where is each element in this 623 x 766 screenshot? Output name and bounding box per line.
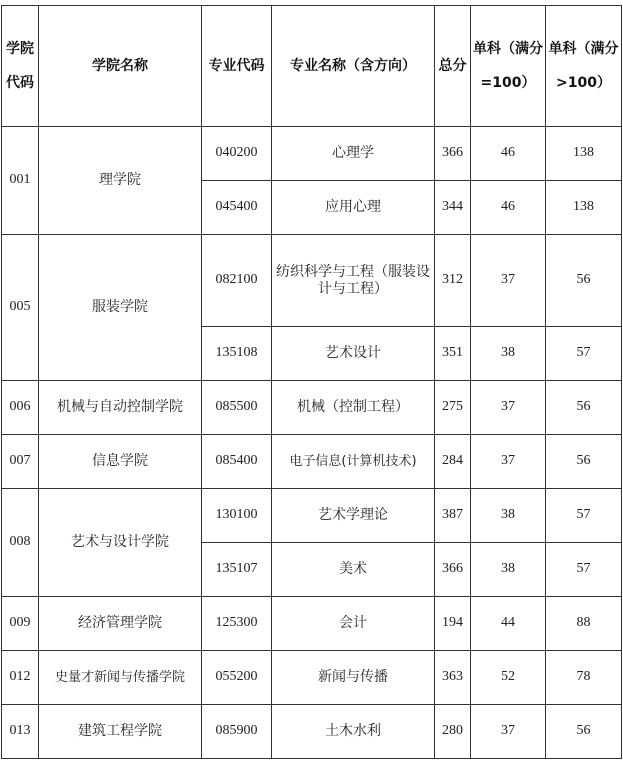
single-over-100-score: 57 [546, 543, 622, 597]
major-name: 电子信息(计算机技术) [272, 435, 435, 489]
header-single-100: 单科（满分=100） [471, 6, 546, 127]
total-score: 366 [435, 127, 471, 181]
table-row [2, 489, 622, 543]
college-name: 服装学院 [39, 235, 202, 381]
total-score: 344 [435, 181, 471, 235]
college-code: 001 [2, 127, 39, 235]
single-100-score: 38 [471, 327, 546, 381]
major-name: 艺术设计 [272, 327, 435, 381]
single-100-score: 46 [471, 127, 546, 181]
college-code: 007 [2, 435, 39, 489]
single-100-score: 37 [471, 435, 546, 489]
single-over-100-score: 138 [546, 127, 622, 181]
table-row [2, 235, 622, 327]
major-code: 045400 [202, 181, 272, 235]
major-code: 125300 [202, 597, 272, 651]
score-table [1, 5, 622, 759]
header-major-code: 专业代码 [202, 6, 272, 127]
single-100-score: 37 [471, 381, 546, 435]
single-over-100-score: 78 [546, 651, 622, 705]
table-row [2, 127, 622, 181]
header-single-over-100: 单科（满分>100） [546, 6, 622, 127]
single-over-100-score: 56 [546, 435, 622, 489]
single-100-score: 38 [471, 543, 546, 597]
major-name: 新闻与传播 [272, 651, 435, 705]
header-major-name: 专业名称（含方向） [272, 6, 435, 127]
total-score: 275 [435, 381, 471, 435]
single-100-score: 46 [471, 181, 546, 235]
single-over-100-score: 88 [546, 597, 622, 651]
single-100-score: 37 [471, 705, 546, 759]
major-code: 085500 [202, 381, 272, 435]
single-over-100-score: 56 [546, 381, 622, 435]
header-row [2, 6, 622, 127]
single-over-100-score: 56 [546, 235, 622, 327]
major-code: 040200 [202, 127, 272, 181]
major-code: 135108 [202, 327, 272, 381]
college-code: 006 [2, 381, 39, 435]
table-row [2, 435, 622, 489]
single-over-100-score: 56 [546, 705, 622, 759]
table-row [2, 705, 622, 759]
college-code: 008 [2, 489, 39, 597]
total-score: 351 [435, 327, 471, 381]
major-name: 机械（控制工程） [272, 381, 435, 435]
major-name: 美术 [272, 543, 435, 597]
college-name: 理学院 [39, 127, 202, 235]
total-score: 387 [435, 489, 471, 543]
table-row [2, 651, 622, 705]
college-code: 005 [2, 235, 39, 381]
table-row [2, 597, 622, 651]
college-name: 经济管理学院 [39, 597, 202, 651]
major-code: 130100 [202, 489, 272, 543]
major-name: 艺术学理论 [272, 489, 435, 543]
college-name: 艺术与设计学院 [39, 489, 202, 597]
single-over-100-score: 57 [546, 489, 622, 543]
major-code: 055200 [202, 651, 272, 705]
college-code: 012 [2, 651, 39, 705]
college-code: 009 [2, 597, 39, 651]
total-score: 312 [435, 235, 471, 327]
major-name: 心理学 [272, 127, 435, 181]
major-code: 082100 [202, 235, 272, 327]
header-total: 总分 [435, 6, 471, 127]
single-over-100-score: 57 [546, 327, 622, 381]
major-code: 085900 [202, 705, 272, 759]
single-100-score: 37 [471, 235, 546, 327]
table-row [2, 381, 622, 435]
major-name: 应用心理 [272, 181, 435, 235]
single-100-score: 44 [471, 597, 546, 651]
single-over-100-score: 138 [546, 181, 622, 235]
total-score: 280 [435, 705, 471, 759]
single-100-score: 52 [471, 651, 546, 705]
total-score: 194 [435, 597, 471, 651]
single-100-score: 38 [471, 489, 546, 543]
major-code: 135107 [202, 543, 272, 597]
college-name: 信息学院 [39, 435, 202, 489]
total-score: 284 [435, 435, 471, 489]
major-name: 会计 [272, 597, 435, 651]
major-name: 纺织科学与工程（服装设计与工程） [272, 235, 435, 327]
major-code: 085400 [202, 435, 272, 489]
total-score: 363 [435, 651, 471, 705]
major-name: 土木水利 [272, 705, 435, 759]
college-name: 机械与自动控制学院 [39, 381, 202, 435]
college-name: 建筑工程学院 [39, 705, 202, 759]
header-college-name: 学院名称 [39, 6, 202, 127]
college-code: 013 [2, 705, 39, 759]
header-college-code: 学院代码 [2, 6, 39, 127]
total-score: 366 [435, 543, 471, 597]
college-name: 史量才新闻与传播学院 [39, 651, 202, 705]
